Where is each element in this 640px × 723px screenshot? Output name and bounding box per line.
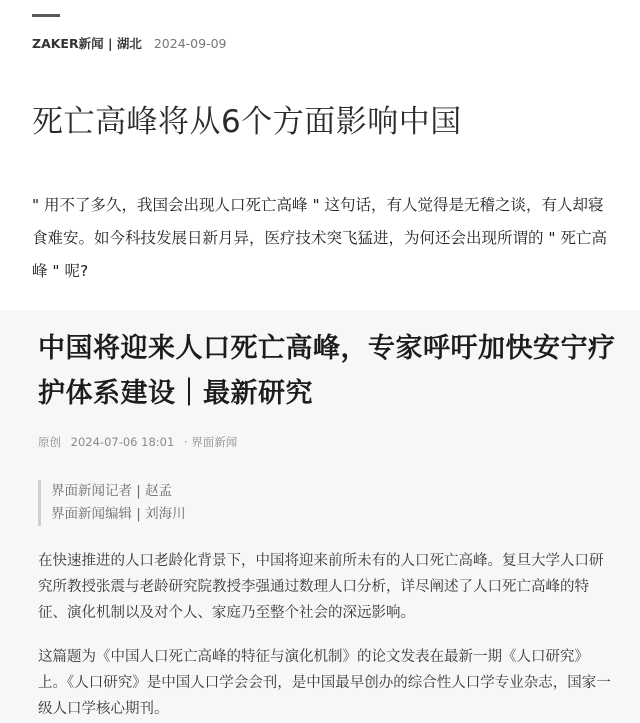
embedded-datetime: 2024-07-06 18:01	[70, 435, 175, 449]
embedded-outlet: · 界面新闻	[183, 435, 238, 449]
embedded-screenshot	[0, 310, 640, 723]
article-meta	[32, 34, 227, 52]
article-intro: " 用不了多久，我国会出现人口死亡高峰 " 这句话，有人觉得是无稽之谈，有人却寝食难安。如今科技发展日新月异，医疗技术突飞猛进，为何还会出现所谓的 " 死亡高峰 " 呢?	[32, 196, 607, 280]
embedded-title: 中国将迎来人口死亡高峰，专家呼吁加快安宁疗护体系建设｜最新研究	[38, 333, 616, 409]
editor-line: 界面新闻编辑 | 刘海川	[51, 506, 186, 522]
embedded-paragraph-1: 在快速推进的人口老龄化背景下，中国将迎来前所未有的人口死亡高峰。复旦大学人口研究所教授张震与老龄研究院教授李强通过数理人口分析，详尽阐述了人口死亡高峰的特征、演化机制以及对个人、家庭乃至整个社会的深远影响。	[38, 553, 604, 621]
news-source[interactable]: ZAKER新闻 | 湖北	[32, 36, 142, 51]
original-tag: 原创	[38, 435, 61, 449]
embedded-paragraph-2: 这篇题为《中国人口死亡高峰的特征与演化机制》的论文发表在最新一期《人口研究》上。《人口研究》是中国人口学会会刊，是中国最早创办的综合性人口学专业杂志，国家一级人口学核心期刊。	[38, 649, 611, 717]
byline-box	[38, 480, 186, 526]
embedded-meta	[38, 434, 243, 450]
header-accent-bar	[32, 14, 60, 17]
article-title: 死亡高峰将从6个方面影响中国	[32, 104, 462, 140]
reporter-line: 界面新闻记者 | 赵孟	[51, 483, 173, 499]
publish-date: 2024-09-09	[153, 36, 227, 51]
